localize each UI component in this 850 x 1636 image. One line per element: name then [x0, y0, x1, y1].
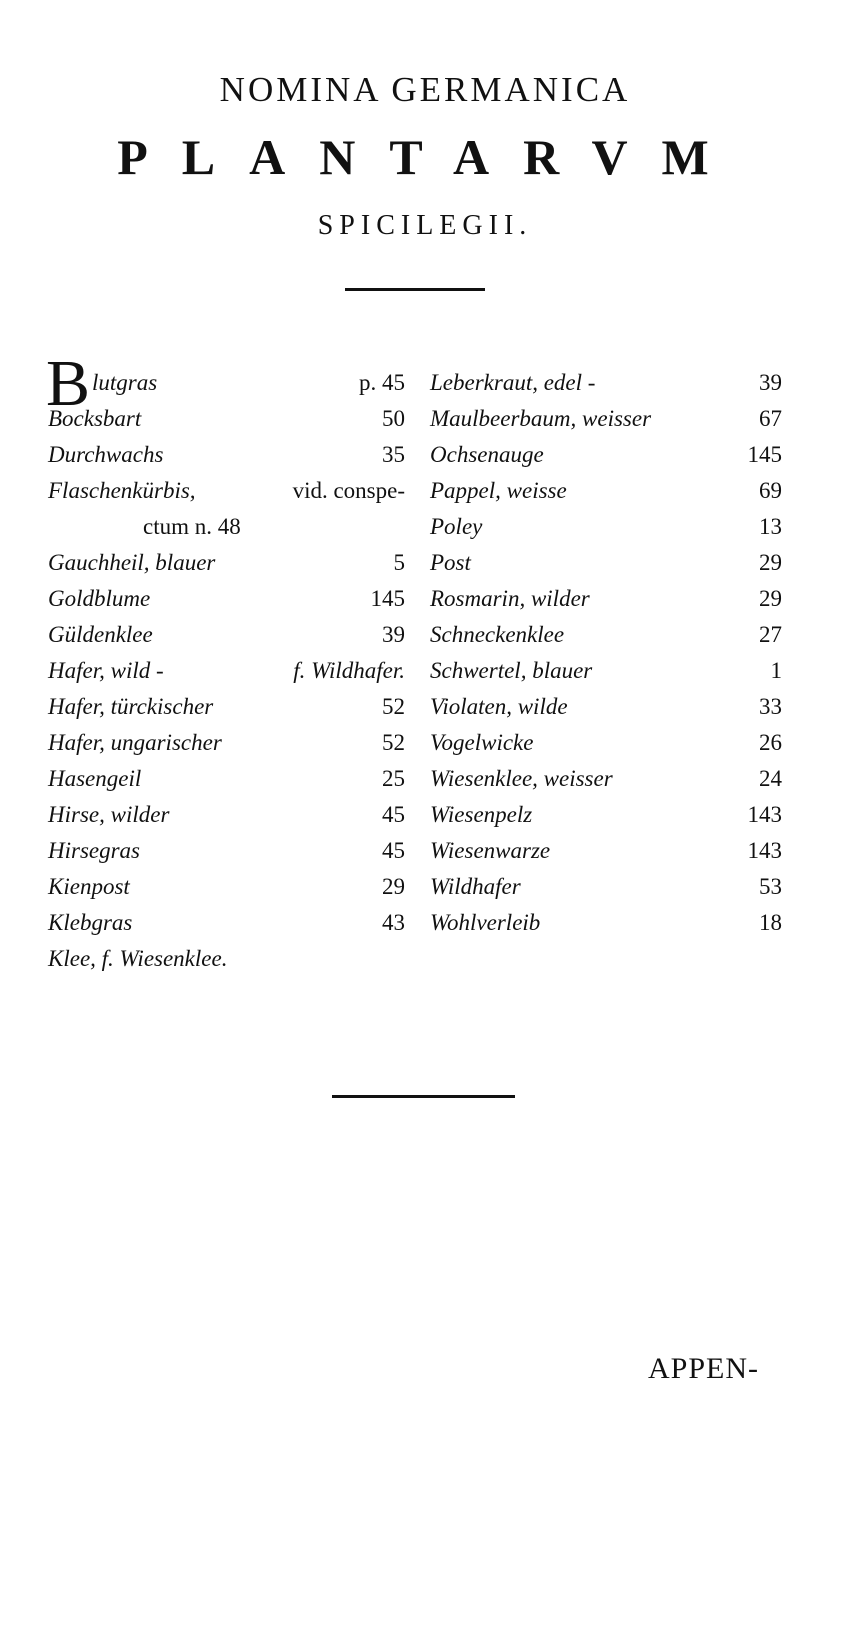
entry-name: Leberkraut, edel - — [430, 370, 596, 395]
index-entry — [430, 797, 782, 833]
index-entry — [48, 797, 405, 833]
entry-page: 43 — [382, 910, 405, 935]
entry-name: Güldenklee — [48, 622, 153, 647]
header-line-nomina-germanica: NOMINA GERMANICA — [219, 70, 631, 109]
entry-name: Hirsegras — [48, 838, 141, 863]
index-entry — [430, 617, 782, 653]
index-entry-continuation — [48, 509, 405, 545]
index-entry — [430, 401, 782, 437]
entry-name: Hasengeil — [48, 766, 142, 791]
index-entry — [430, 365, 782, 401]
header-line-plantarum: PLANTARVM — [117, 129, 743, 185]
index-entry — [48, 617, 405, 653]
index-entry — [430, 833, 782, 869]
index-entry — [48, 761, 405, 797]
entry-name: Bocksbart — [48, 406, 142, 431]
entry-name: Durchwachs — [48, 442, 164, 467]
index-entry — [430, 545, 782, 581]
entry-page: 145 — [370, 586, 405, 611]
entry-name: Flaschenkürbis, — [48, 478, 196, 503]
entry-page: 69 — [759, 478, 782, 503]
entry-page: 1 — [770, 658, 782, 683]
entry-page: 145 — [747, 442, 782, 467]
entry-reference: vid. conspe- — [292, 478, 405, 503]
index-entry — [430, 869, 782, 905]
entry-name: Violaten, wilde — [430, 694, 568, 719]
entry-name: Vogelwicke — [430, 730, 534, 755]
index-entry — [430, 581, 782, 617]
entry-page: 26 — [759, 730, 782, 755]
entry-name: Hafer, wild - — [48, 658, 164, 683]
entry-page: 35 — [382, 442, 405, 467]
catchword: APPEN- — [648, 1352, 760, 1385]
index-entry — [48, 653, 405, 689]
index-entry — [430, 761, 782, 797]
entry-name: Wohlverleib — [430, 910, 541, 935]
bottom-divider-rule — [332, 1095, 515, 1098]
index-entry — [430, 509, 782, 545]
entry-name: Schwertel, blauer — [430, 658, 593, 683]
entry-name: Pappel, weisse — [430, 478, 567, 503]
entry-name: Wiesenwarze — [430, 838, 551, 863]
index-entry — [48, 473, 405, 509]
index-entry — [430, 437, 782, 473]
entry-page: 143 — [747, 802, 782, 827]
index-entry — [430, 725, 782, 761]
entry-page: 50 — [382, 406, 405, 431]
entry-page: 27 — [759, 622, 782, 647]
entry-name: Hirse, wilder — [48, 802, 170, 827]
entry-page: 25 — [382, 766, 405, 791]
index-entry — [48, 581, 405, 617]
top-divider-rule — [345, 288, 485, 291]
entry-name: Maulbeerbaum, weisser — [430, 406, 652, 431]
header-line-spicilegii: SPICILEGII. — [317, 210, 533, 241]
entry-reference-continuation: ctum n. 48 — [143, 514, 241, 539]
entry-name: Poley — [430, 514, 483, 539]
entry-page: 45 — [382, 838, 405, 863]
entry-page: 39 — [382, 622, 405, 647]
entry-page: 13 — [759, 514, 782, 539]
index-entry — [430, 905, 782, 941]
entry-page: 52 — [382, 730, 405, 755]
index-entry — [430, 653, 782, 689]
index-entry — [48, 401, 405, 437]
entry-page: 143 — [747, 838, 782, 863]
entry-page: 29 — [382, 874, 405, 899]
entry-name: Ochsenauge — [430, 442, 544, 467]
entry-name: Gauchheil, blauer — [48, 550, 216, 575]
entry-name: Wiesenpelz — [430, 802, 533, 827]
index-entry — [48, 437, 405, 473]
index-entry — [48, 689, 405, 725]
index-entry — [48, 725, 405, 761]
index-entry — [48, 869, 405, 905]
entry-page: 29 — [759, 586, 782, 611]
entry-page: p. 45 — [359, 370, 405, 395]
entry-page: 53 — [759, 874, 782, 899]
entry-name: Klebgras — [48, 910, 133, 935]
entry-name: Goldblume — [48, 586, 151, 611]
drop-cap-initial: B — [46, 347, 91, 420]
entry-cross-reference: f. Wildhafer. — [293, 658, 405, 683]
entry-page: 45 — [382, 802, 405, 827]
index-entry — [48, 833, 405, 869]
entry-name: Schneckenklee — [430, 622, 565, 647]
entry-page: 52 — [382, 694, 405, 719]
index-entry — [48, 545, 405, 581]
entry-name: Hafer, türckischer — [48, 694, 214, 719]
entry-name: Hafer, ungarischer — [48, 730, 222, 755]
index-entry — [48, 905, 405, 941]
entry-name: Kienpost — [48, 874, 130, 899]
entry-page: 5 — [393, 550, 405, 575]
entry-name: Rosmarin, wilder — [430, 586, 590, 611]
entry-name: Wiesenklee, weisser — [430, 766, 613, 791]
entry-page: 29 — [759, 550, 782, 575]
entry-name: Wildhafer — [430, 874, 521, 899]
entry-name: Klee, f. Wiesenklee. — [48, 946, 228, 971]
entry-name: Post — [430, 550, 471, 575]
left-index-column — [46, 347, 405, 977]
index-entry — [430, 689, 782, 725]
index-entry — [430, 473, 782, 509]
entry-page: 33 — [759, 694, 782, 719]
entry-page: 67 — [759, 406, 782, 431]
entry-name: lutgras — [92, 370, 158, 395]
entry-page: 24 — [759, 766, 782, 791]
index-entry — [48, 941, 405, 977]
right-index-column — [430, 365, 782, 941]
entry-page: 18 — [759, 910, 782, 935]
entry-page: 39 — [759, 370, 782, 395]
